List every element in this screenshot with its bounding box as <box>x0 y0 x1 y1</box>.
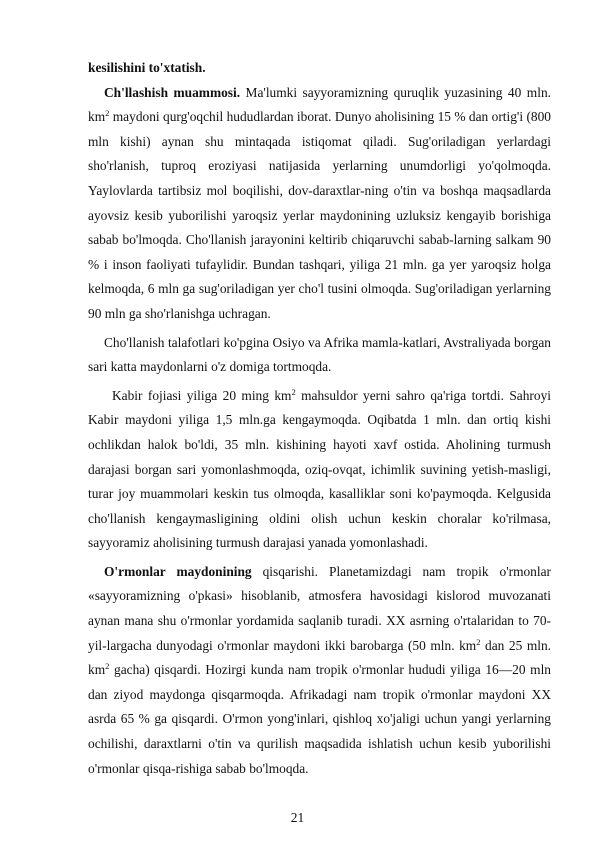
heading-tail: kesilishini to'xtatish. <box>88 60 206 75</box>
section-title-desertification: Ch'llashish muammosi. <box>104 84 241 100</box>
page-number: 21 <box>290 810 305 825</box>
paragraph-forests: O'rmonlar maydonining qisqarishi. Planetamizdagi nam tropik o'rmonlar «sayyoramizning o'pkasi» hisoblanib, atmosfera havosidagi kislorod muvozanati aynan mana shu o'rmonlar yordamida saqlanib turadi. XX asrning o'rtalaridan to 70-yil-largacha dunyodagi o'rmonlar maydoni ikki barobarga (50 mln. $km^2$ dan 25 mln. $km^2$ gacha) qisqardi. Hozirgi kunda nam tropik o'rmonlar hududi yiliga 16—20 mln dan ziyod maydonga qisqarmoqda. Afrikadagi nam tropik o'rmonlar maydoni XX asrda 65 % ga qisqardi. O'rmon yong'inlari, qishloq xo'jaligi uchun yangi yerlarning ochilishi, daraxtlarni o'tin va qurilish maqsadida ishlatish uchun kesib yuborilishi o'rmonlar qisqa-rishiga sabab bo'lmoqda. <box>88 563 552 776</box>
document-page <box>88 56 551 781</box>
paragraph-sahara: Kabir fojiasi yiliga 20 ming $km^2$ mahsuldor yerni sahro qa'riga tortdi. Sahroyi Kabir maydoni yiliga 1,5 mln.ga kengaymoqda. Oqibatda 1 mln. dan ortiq kishi ochlikdan halok bo'ldi, 35 mln. kishining hayoti xavf ostida. Aholining turmush darajasi borgan sari yomonlashmoqda, oziq-ovqat, ichimlik suvining yetish-masligi, turar joy muammolari keskin tus olmoqda, kasalliklar soni ko'paymoqda. Kelgusida cho'llanish kengaymasligining oldini olish uchun keskin choralar ko'rilmasa, sayyoramiz aholisining turmush darajasi yanada yomonlashadi. <box>88 386 551 551</box>
paragraph-desertification: Ch'llashish muammosi. Ma'lumki sayyoramizning quruqlik yuzasining 40 mln. $km^2$ maydoni qurg'oqchil hududlardan iborat. Dunyo aholisining 15 % dan ortig'i (800 mln kishi) aynan shu mintaqada istiqomat qiladi. Sug'oriladigan yerlardagi sho'rlanish, tuproq eroziyasi natijasida yerlarning unumdorligi yo'qolmoqda. Yaylovlarda tartibsiz mol boqilishi, dov-daraxtlar-ning o'tin va boshqa maqsadlarda ayovsiz kesib yuborilishi yaroqsiz yerlar maydonining uzluksiz kengayib borishiga sabab bo'lmoqda. Cho'llanish jarayonini keltirib chiqaruvchi sabab-larning salkam 90 % i inson faoliyati tufaylidir. Bundan tashqari, yiliga 21 mln. ga yer yaroqsiz holga kelmoqda, 6 mln ga sug'oriladigan yer cho'l tusini olmoqda. Sug'oriladigan yerlarning 90 mln ga sho'rlanishga uchragan. <box>88 84 551 321</box>
paragraph-losses: Cho'llanish talafotlari ko'pgina Osiyo va Afrika mamla-katlari, Avstraliyada borgan sari katta maydonlarni o'z domiga tortmoqda. <box>88 334 551 375</box>
section-title-forests: O'rmonlar maydonining <box>104 563 252 579</box>
